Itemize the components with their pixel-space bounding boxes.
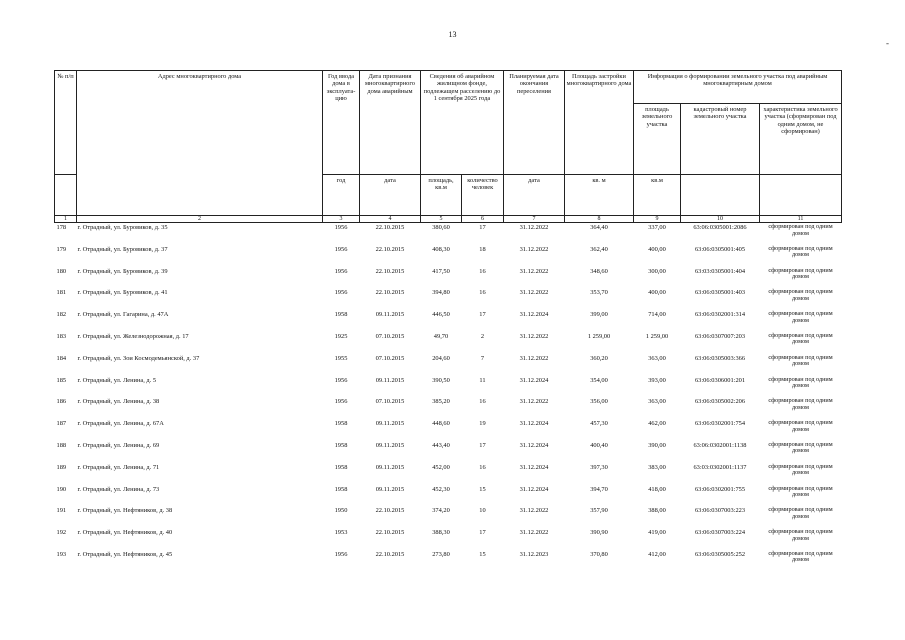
row-land-area: 714,00 bbox=[648, 311, 666, 319]
row-recognition-date: 22.10.2015 bbox=[375, 529, 405, 537]
row-cadastral-number: 63:06:0302001:1138 bbox=[693, 441, 747, 449]
emergency-housing-table bbox=[54, 70, 842, 572]
row-building-area: 397,30 bbox=[590, 463, 608, 471]
column-number: 6 bbox=[462, 216, 504, 223]
table-row bbox=[55, 441, 842, 463]
header-unit-empty bbox=[55, 175, 77, 216]
row-building-area: 362,40 bbox=[590, 245, 608, 253]
row-people-count: 16 bbox=[479, 398, 486, 406]
row-land-area: 412,00 bbox=[648, 550, 666, 558]
registry-sheet bbox=[54, 70, 841, 572]
row-number: 184 bbox=[56, 354, 67, 362]
header-unit-year: год bbox=[323, 175, 360, 216]
table-body bbox=[55, 223, 842, 572]
row-housing-area: 446,50 bbox=[432, 311, 450, 319]
row-people-count: 11 bbox=[479, 376, 486, 384]
row-planned-date: 31.12.2022 bbox=[519, 354, 549, 362]
header-unit-empty bbox=[760, 175, 842, 216]
row-land-area: 462,00 bbox=[648, 420, 666, 428]
row-cadastral-number: 63:06:0306001:201 bbox=[694, 376, 746, 384]
row-number: 191 bbox=[56, 507, 67, 515]
row-planned-date: 31.12.2024 bbox=[519, 485, 549, 493]
column-number: 7 bbox=[504, 216, 565, 223]
row-people-count: 19 bbox=[479, 420, 486, 428]
row-planned-date: 31.12.2022 bbox=[519, 332, 549, 340]
row-building-area: 356,00 bbox=[590, 398, 608, 406]
table-row bbox=[55, 506, 842, 528]
row-address: г. Отрадный, ул. Нефтяников, д. 45 bbox=[77, 550, 173, 558]
row-land-area: 393,00 bbox=[648, 376, 666, 384]
column-number: 4 bbox=[360, 216, 421, 223]
row-housing-area: 49,70 bbox=[433, 332, 449, 340]
row-recognition-date: 22.10.2015 bbox=[375, 245, 405, 253]
row-recognition-date: 09.11.2015 bbox=[375, 420, 405, 428]
row-planned-date: 31.12.2024 bbox=[519, 311, 549, 319]
table-row bbox=[55, 463, 842, 485]
row-address: г. Отрадный, ул. Гагарина, д. 47А bbox=[77, 311, 169, 319]
row-land-area: 400,00 bbox=[648, 245, 666, 253]
row-land-area: 363,00 bbox=[648, 354, 666, 362]
row-address: г. Отрадный, ул. Нефтяников, д. 38 bbox=[77, 507, 173, 515]
row-address: г. Отрадный, ул. Буровиков, д. 35 bbox=[77, 224, 168, 231]
header-address: Адрес многоквартирного дома bbox=[77, 71, 323, 216]
row-housing-area: 394,80 bbox=[432, 289, 450, 297]
row-people-count: 2 bbox=[480, 332, 485, 340]
row-cadastral-number: 63:06:0307003:224 bbox=[694, 529, 746, 537]
row-address: г. Отрадный, ул. Зои Космодемьянской, д. 37 bbox=[77, 354, 200, 362]
column-number: 3 bbox=[323, 216, 360, 223]
row-people-count: 16 bbox=[479, 463, 486, 471]
row-people-count: 16 bbox=[479, 289, 486, 297]
column-number-row bbox=[55, 216, 842, 223]
header-housing-info: Сведения об аварийном жилищном фонде, подлежащем расселению до 1 сентября 2025 года bbox=[421, 71, 504, 175]
header-recognition-date: Дата признания многоквартирного дома аварийным bbox=[360, 71, 421, 175]
row-planned-date: 31.12.2024 bbox=[519, 463, 549, 471]
header-building-area: Площадь застройки многоквартирного дома bbox=[565, 71, 634, 175]
row-cadastral-number: 63:03:0305001:404 bbox=[694, 267, 746, 275]
header-unit-area: площадь, кв.м bbox=[421, 175, 462, 216]
row-recognition-date: 22.10.2015 bbox=[375, 289, 405, 297]
row-number: 183 bbox=[56, 332, 67, 340]
row-recognition-date: 07.10.2015 bbox=[375, 354, 405, 362]
row-address: г. Отрадный, ул. Буровиков, д. 37 bbox=[77, 245, 168, 253]
row-year-built: 1958 bbox=[334, 441, 348, 449]
row-housing-area: 204,60 bbox=[432, 354, 450, 362]
row-year-built: 1958 bbox=[334, 311, 348, 319]
row-year-built: 1956 bbox=[334, 267, 348, 275]
row-cadastral-number: 63:06:0302001:314 bbox=[694, 311, 746, 319]
row-land-characteristic: сформирован под одним домом bbox=[768, 484, 833, 499]
row-land-characteristic: сформирован под одним домом bbox=[768, 353, 833, 368]
row-land-area: 300,00 bbox=[648, 267, 666, 275]
scan-mark: - bbox=[886, 38, 889, 48]
table-row bbox=[55, 267, 842, 289]
row-year-built: 1953 bbox=[334, 529, 348, 537]
header-land-info: Информация о формировании земельного участка под аварийным многоквартирным домом bbox=[634, 71, 842, 104]
row-housing-area: 448,60 bbox=[432, 420, 450, 428]
header-land-characteristic: характеристика земельного участка (сформирован под одним домом, не сформирован) bbox=[760, 104, 842, 175]
row-people-count: 18 bbox=[479, 245, 486, 253]
header-unit-sqm: кв. м bbox=[565, 175, 634, 216]
header-num: № п/п bbox=[55, 71, 77, 175]
row-number: 187 bbox=[56, 420, 67, 428]
row-year-built: 1925 bbox=[334, 332, 348, 340]
header-cadastral-number: кадастровый номер земельного участка bbox=[681, 104, 760, 175]
row-land-characteristic: сформирован под одним домом bbox=[768, 397, 833, 411]
row-housing-area: 385,20 bbox=[432, 398, 450, 406]
row-number: 185 bbox=[56, 376, 67, 384]
row-recognition-date: 22.10.2015 bbox=[375, 224, 405, 231]
row-land-characteristic: сформирован под одним домом bbox=[768, 266, 833, 281]
row-number: 178 bbox=[56, 224, 67, 231]
row-housing-area: 452,00 bbox=[432, 463, 450, 471]
row-number: 189 bbox=[56, 463, 67, 471]
row-planned-date: 31.12.2024 bbox=[519, 441, 549, 449]
row-year-built: 1956 bbox=[334, 550, 348, 558]
row-building-area: 354,00 bbox=[590, 376, 608, 384]
column-number: 10 bbox=[681, 216, 760, 223]
row-number: 192 bbox=[56, 529, 67, 537]
column-number: 8 bbox=[565, 216, 634, 223]
header-unit-count: количество человек bbox=[462, 175, 504, 216]
row-cadastral-number: 63:06:0305005:252 bbox=[694, 550, 746, 558]
row-building-area: 353,70 bbox=[590, 289, 608, 297]
row-planned-date: 31.12.2024 bbox=[519, 376, 549, 384]
column-number: 2 bbox=[77, 216, 323, 223]
row-building-area: 394,70 bbox=[590, 485, 608, 493]
row-planned-date: 31.12.2024 bbox=[519, 420, 549, 428]
row-land-characteristic: сформирован под одним домом bbox=[768, 244, 833, 259]
header-year-built: Год ввода дома в эксплуата-цию bbox=[323, 71, 360, 175]
row-number: 193 bbox=[56, 550, 67, 558]
table-row bbox=[55, 376, 842, 398]
row-year-built: 1958 bbox=[334, 420, 348, 428]
row-planned-date: 31.12.2022 bbox=[519, 398, 549, 406]
row-recognition-date: 09.11.2015 bbox=[375, 485, 405, 493]
row-address: г. Отрадный, ул. Буровиков, д. 41 bbox=[77, 289, 168, 297]
column-number: 11 bbox=[760, 216, 842, 223]
table-row bbox=[55, 419, 842, 441]
row-recognition-date: 09.11.2015 bbox=[375, 441, 405, 449]
page-number: 13 bbox=[448, 30, 457, 39]
row-address: г. Отрадный, ул. Ленина, д. 67А bbox=[77, 420, 164, 428]
row-recognition-date: 09.11.2015 bbox=[375, 463, 405, 471]
row-building-area: 399,00 bbox=[590, 311, 608, 319]
column-number: 5 bbox=[421, 216, 462, 223]
row-planned-date: 31.12.2022 bbox=[519, 507, 549, 515]
table-row bbox=[55, 332, 842, 354]
row-building-area: 390,90 bbox=[590, 529, 608, 537]
row-address: г. Отрадный, ул. Железнодорожная, д. 17 bbox=[77, 332, 189, 340]
row-recognition-date: 22.10.2015 bbox=[375, 550, 405, 558]
row-people-count: 16 bbox=[479, 267, 486, 275]
row-address: г. Отрадный, ул. Нефтяников, д. 40 bbox=[77, 529, 173, 537]
row-housing-area: 380,60 bbox=[432, 224, 450, 231]
row-building-area: 357,90 bbox=[590, 507, 608, 515]
row-year-built: 1956 bbox=[334, 289, 348, 297]
row-people-count: 17 bbox=[479, 441, 486, 449]
row-recognition-date: 07.10.2015 bbox=[375, 398, 405, 406]
row-housing-area: 443,40 bbox=[432, 441, 450, 449]
row-housing-area: 390,50 bbox=[432, 376, 450, 384]
row-land-characteristic: сформирован под одним домом bbox=[768, 440, 833, 455]
row-people-count: 10 bbox=[479, 507, 486, 515]
row-year-built: 1958 bbox=[334, 485, 348, 493]
row-cadastral-number: 63:06:0305001:405 bbox=[694, 245, 746, 253]
row-land-characteristic: сформирован под одним домом bbox=[768, 462, 833, 477]
row-year-built: 1955 bbox=[334, 354, 348, 362]
row-land-characteristic: сформирован под одним домом bbox=[768, 375, 833, 390]
row-number: 182 bbox=[56, 311, 67, 319]
row-year-built: 1956 bbox=[334, 224, 348, 231]
column-number: 9 bbox=[634, 216, 681, 223]
row-planned-date: 31.12.2022 bbox=[519, 267, 549, 275]
row-people-count: 17 bbox=[479, 224, 486, 231]
row-land-area: 400,00 bbox=[648, 289, 666, 297]
row-building-area: 370,80 bbox=[590, 550, 608, 558]
table-row bbox=[55, 485, 842, 507]
column-number: 1 bbox=[55, 216, 77, 223]
row-address: г. Отрадный, ул. Ленина, д. 69 bbox=[77, 441, 160, 449]
row-building-area: 1 259,00 bbox=[587, 332, 611, 340]
row-address: г. Отрадный, ул. Ленина, д. 73 bbox=[77, 485, 160, 493]
table-row bbox=[55, 223, 842, 245]
row-planned-date: 31.12.2022 bbox=[519, 245, 549, 253]
row-land-characteristic: сформирован под одним домом bbox=[768, 528, 833, 542]
row-housing-area: 374,20 bbox=[432, 507, 450, 515]
row-cadastral-number: 63:06:0302001:755 bbox=[694, 485, 746, 493]
row-address: г. Отрадный, ул. Буровиков, д. 39 bbox=[77, 267, 168, 275]
row-land-characteristic: сформирован под одним домом bbox=[768, 506, 833, 520]
row-cadastral-number: 63:06:0305001:2086 bbox=[693, 224, 747, 231]
row-building-area: 360,20 bbox=[590, 354, 608, 362]
row-year-built: 1956 bbox=[334, 245, 348, 253]
table-row bbox=[55, 550, 842, 572]
row-land-area: 419,00 bbox=[648, 529, 666, 537]
row-land-characteristic: сформирован под одним домом bbox=[768, 419, 833, 433]
row-housing-area: 417,50 bbox=[432, 267, 450, 275]
table-row bbox=[55, 397, 842, 419]
row-cadastral-number: 63:06:0307003:223 bbox=[694, 507, 746, 515]
row-land-area: 1 259,00 bbox=[645, 332, 669, 340]
row-number: 181 bbox=[56, 289, 67, 297]
row-address: г. Отрадный, ул. Ленина, д. 71 bbox=[77, 463, 160, 471]
row-year-built: 1950 bbox=[334, 507, 348, 515]
row-building-area: 400,40 bbox=[590, 441, 608, 449]
row-land-characteristic: сформирован под одним домом bbox=[768, 549, 833, 564]
row-number: 180 bbox=[56, 267, 67, 275]
row-address: г. Отрадный, ул. Ленина, д. 5 bbox=[77, 376, 157, 384]
row-people-count: 17 bbox=[479, 311, 486, 319]
row-number: 186 bbox=[56, 398, 67, 406]
header-unit-sqm-land: кв.м bbox=[634, 175, 681, 216]
row-people-count: 15 bbox=[479, 485, 486, 493]
row-planned-date: 31.12.2022 bbox=[519, 529, 549, 537]
header-unit-date: дата bbox=[360, 175, 421, 216]
row-cadastral-number: 63:06:0302001:754 bbox=[694, 420, 746, 428]
row-land-characteristic: сформирован под одним домом bbox=[768, 331, 833, 346]
row-planned-date: 31.12.2022 bbox=[519, 289, 549, 297]
row-land-characteristic: сформирован под одним домом bbox=[768, 310, 833, 324]
header-unit-empty bbox=[681, 175, 760, 216]
row-cadastral-number: 63:06:0305002:206 bbox=[694, 398, 746, 406]
table-row bbox=[55, 528, 842, 550]
row-housing-area: 408,30 bbox=[432, 245, 450, 253]
row-address: г. Отрадный, ул. Ленина, д. 38 bbox=[77, 398, 160, 406]
row-number: 179 bbox=[56, 245, 67, 253]
row-cadastral-number: 63:06:0305003:366 bbox=[694, 354, 746, 362]
row-land-area: 363,00 bbox=[648, 398, 666, 406]
row-land-characteristic: сформирован под одним домом bbox=[768, 288, 833, 302]
table-row bbox=[55, 288, 842, 310]
row-recognition-date: 09.11.2015 bbox=[375, 376, 405, 384]
row-land-area: 418,00 bbox=[648, 485, 666, 493]
row-planned-date: 31.12.2023 bbox=[519, 550, 549, 558]
row-people-count: 15 bbox=[479, 550, 486, 558]
row-year-built: 1958 bbox=[334, 463, 348, 471]
table-row bbox=[55, 354, 842, 376]
table-row bbox=[55, 245, 842, 267]
row-land-area: 337,00 bbox=[648, 224, 666, 231]
row-recognition-date: 07.10.2015 bbox=[375, 332, 405, 340]
row-number: 190 bbox=[56, 485, 67, 493]
row-cadastral-number: 63:06:0305001:403 bbox=[694, 289, 746, 297]
row-land-area: 390,00 bbox=[648, 441, 666, 449]
row-year-built: 1956 bbox=[334, 376, 348, 384]
row-housing-area: 452,30 bbox=[432, 485, 450, 493]
row-land-characteristic: сформирован под одним домом bbox=[768, 223, 833, 237]
row-cadastral-number: 63:06:0307007:203 bbox=[694, 332, 746, 340]
row-recognition-date: 09.11.2015 bbox=[375, 311, 405, 319]
row-recognition-date: 22.10.2015 bbox=[375, 267, 405, 275]
row-year-built: 1956 bbox=[334, 398, 348, 406]
row-housing-area: 273,80 bbox=[432, 550, 450, 558]
header-planned-date: Планируемая дата окончания переселения bbox=[504, 71, 565, 175]
row-people-count: 7 bbox=[480, 354, 485, 362]
row-people-count: 17 bbox=[479, 529, 486, 537]
row-building-area: 364,40 bbox=[590, 224, 608, 231]
header-unit-planned-date: дата bbox=[504, 175, 565, 216]
row-housing-area: 388,30 bbox=[432, 529, 450, 537]
row-recognition-date: 22.10.2015 bbox=[375, 507, 405, 515]
row-land-area: 388,00 bbox=[648, 507, 666, 515]
table-row bbox=[55, 310, 842, 332]
row-planned-date: 31.12.2022 bbox=[519, 224, 549, 231]
row-building-area: 348,60 bbox=[590, 267, 608, 275]
row-number: 188 bbox=[56, 441, 67, 449]
row-cadastral-number: 63:03:0302001:1137 bbox=[693, 463, 747, 471]
row-land-area: 383,00 bbox=[648, 463, 666, 471]
row-building-area: 457,30 bbox=[590, 420, 608, 428]
header-land-area: площадь земельного участка bbox=[634, 104, 681, 175]
